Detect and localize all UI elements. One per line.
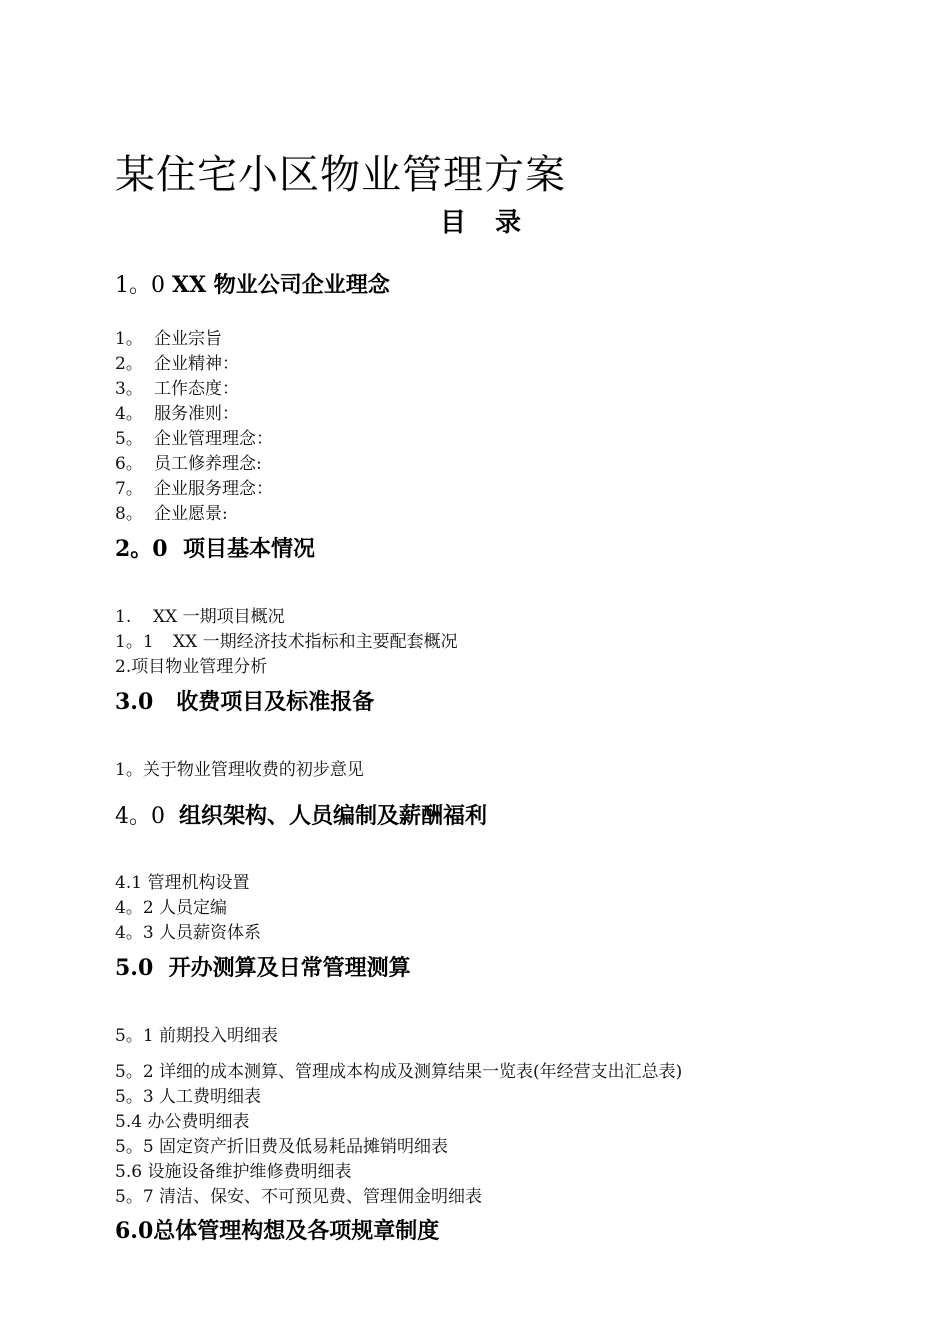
toc-item: 5。5 固定资产折旧费及低易耗品摊销明细表 <box>115 1137 449 1157</box>
section-number: 1。0 <box>115 273 165 298</box>
section-number: 3.0 <box>115 689 154 715</box>
toc-item: 7。 企业服务理念： <box>115 479 273 499</box>
toc-item: 5。 企业管理理念： <box>115 429 273 449</box>
section-title: 总体管理构想及各项规章制度 <box>153 1218 440 1244</box>
toc-item: 5。1 前期投入明细表 <box>115 1026 279 1046</box>
toc-item: 5。3 人工费明细表 <box>115 1087 262 1107</box>
section-title: 组织架构、人员编制及薪酬福利 <box>179 803 488 829</box>
toc-item: 8。 企业愿景: <box>115 504 228 524</box>
section-5-heading <box>115 951 411 982</box>
toc-item: 1。1 XX 一期经济技术指标和主要配套概况 <box>115 632 458 652</box>
toc-item: 5。7 清洁、保安、不可预见费、管理佣金明细表 <box>115 1187 483 1207</box>
document-title: 某住宅小区物业管理方案 <box>115 152 566 198</box>
toc-heading: 目 录 <box>440 208 532 238</box>
section-1-heading <box>115 268 390 299</box>
section-title: 收费项目及标准报备 <box>176 689 375 715</box>
section-number: 2。0 <box>115 536 168 562</box>
toc-item: 4.1 管理机构设置 <box>115 873 250 893</box>
toc-item: 4。2 人员定编 <box>115 898 228 918</box>
toc-item: 1。关于物业管理收费的初步意见 <box>115 760 364 780</box>
toc-item: 5.6 设施设备维护维修费明细表 <box>115 1162 352 1182</box>
section-4-heading <box>115 799 487 830</box>
section-3-heading <box>115 685 374 716</box>
toc-item: 5。2 详细的成本测算、管理成本构成及测算结果一览表(年经营支出汇总表) <box>115 1062 683 1082</box>
toc-item: 2。 企业精神： <box>115 354 239 374</box>
toc-item: 3。 工作态度： <box>115 379 239 399</box>
section-6-heading <box>115 1214 439 1245</box>
section-number: 4。0 <box>115 804 165 829</box>
toc-item: 6。 员工修养理念: <box>115 454 262 474</box>
section-title: 项目基本情况 <box>182 536 315 562</box>
section-number: 6.0 <box>115 1218 154 1244</box>
toc-item: 5.4 办公费明细表 <box>115 1112 250 1132</box>
section-title: 开办测算及日常管理测算 <box>168 955 411 981</box>
section-number: 5.0 <box>115 955 154 981</box>
toc-item: 4。 服务准则： <box>115 404 239 424</box>
toc-item: 2.项目物业管理分析 <box>115 657 268 677</box>
toc-item: 1。 企业宗旨 <box>115 329 222 349</box>
toc-item: 1. XX 一期项目概况 <box>115 607 285 627</box>
section-2-heading <box>115 532 315 563</box>
toc-item: 4。3 人员薪资体系 <box>115 923 262 943</box>
section-title: XX 物业公司企业理念 <box>172 272 390 298</box>
